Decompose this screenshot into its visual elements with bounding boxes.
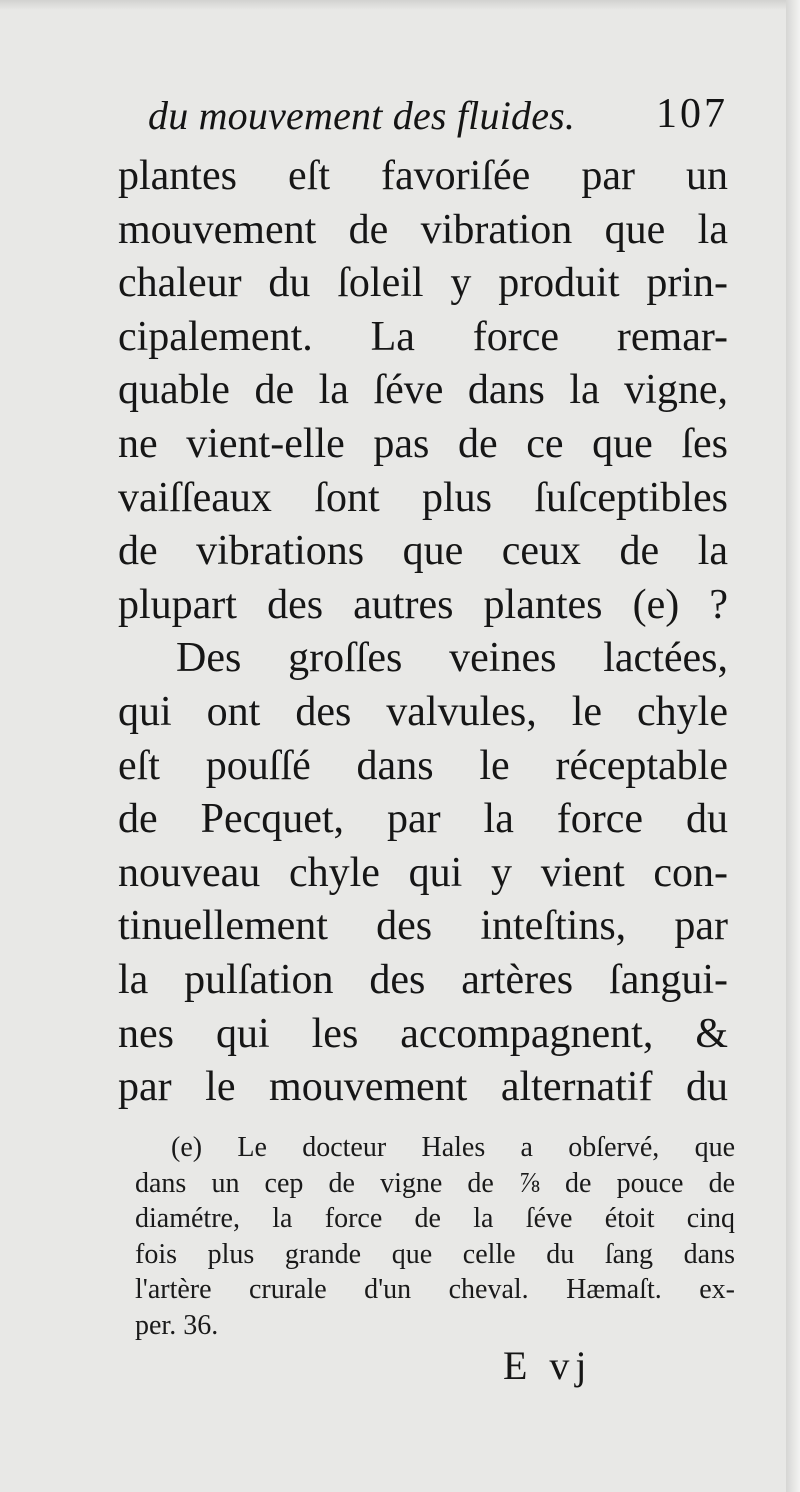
text-line: nouveau chyle qui y vient con- <box>118 849 728 896</box>
text-line: plupart des autres plantes (e) ? <box>118 581 728 628</box>
running-title: du mouvement des fluides. <box>148 93 576 138</box>
text-line: tinuellement des inteſtins, par <box>118 903 728 950</box>
text-line: eſt pouſſé dans le réceptable <box>118 742 728 789</box>
paragraph-start-line: Des groſſes veines lactées, <box>176 635 728 682</box>
text-line: chaleur du ſoleil y produit prin- <box>118 260 728 307</box>
footnote-line: l'artère crurale d'un cheval. Hæmaſt. ex- <box>135 1274 735 1305</box>
footnote-line: diamétre, la force de la ſéve étoit cinq <box>135 1203 735 1234</box>
text-line: vaiſſeaux ſont plus ſuſceptibles <box>118 474 728 521</box>
signature-mark: E vj <box>503 1343 593 1388</box>
page-number: 107 <box>656 91 728 137</box>
text-line: la pulſation des artères ſangui- <box>118 956 728 1003</box>
footnote <box>135 1130 735 1343</box>
text-line: mouvement de vibration que la <box>118 206 728 253</box>
main-text <box>118 150 728 1115</box>
footnote-line: fois plus grande que celle du ſang dans <box>135 1238 735 1270</box>
text-line: ne vient-elle pas de ce que ſes <box>118 420 728 467</box>
page-header <box>148 86 728 142</box>
text-line: nes qui les accompagnent, & <box>118 1010 728 1057</box>
footnote-line: dans un cep de vigne de ⅞ de pouce de <box>135 1167 735 1199</box>
text-line: de Pecquet, par la force du <box>118 796 728 843</box>
footnote-line: per. 36. <box>135 1309 219 1341</box>
page-top-shadow <box>0 0 800 10</box>
page-edge <box>786 0 800 1492</box>
text-line: qui ont des valvules, le chyle <box>118 688 728 735</box>
text-line: quable de la ſéve dans la vigne, <box>118 367 728 414</box>
text-line: cipalement. La force remar- <box>118 313 728 360</box>
footnote-line: (e) Le docteur Hales a obſervé, que <box>171 1132 735 1163</box>
text-line: par le mouvement alternatif du <box>118 1064 728 1111</box>
text-line: de vibrations que ceux de la <box>118 528 728 575</box>
text-line: plantes eſt favoriſée par un <box>118 153 728 199</box>
